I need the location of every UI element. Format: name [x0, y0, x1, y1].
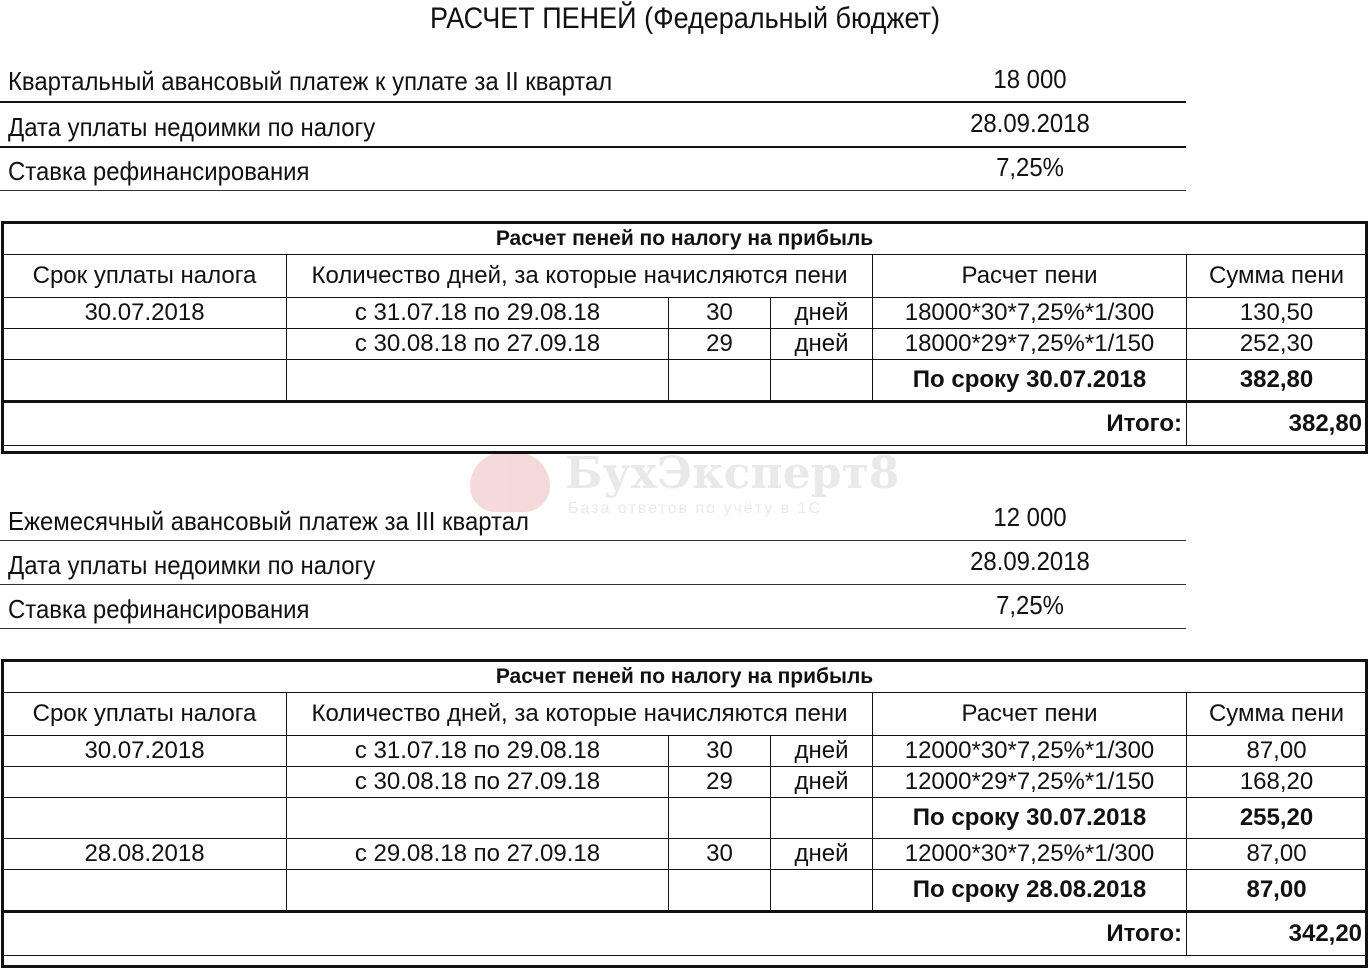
due-date: 30.07.2018 [3, 736, 287, 767]
table-caption: Расчет пеней по налогу на прибыль [3, 661, 1367, 693]
header-days: Количество дней, за которые начисляются пени [287, 255, 873, 298]
owl-logo-icon [470, 452, 550, 512]
header-due: Срок уплаты налога [3, 255, 287, 298]
table-row [3, 298, 1367, 329]
info-label: Дата уплаты недоимки по налогу [8, 550, 376, 580]
total-label: Итого: [3, 912, 1187, 956]
table-row [3, 736, 1367, 767]
due-date: 28.08.2018 [3, 839, 287, 870]
subtotal-amount: 87,00 [1187, 870, 1367, 912]
table-row [3, 839, 1367, 870]
subtotal-amount: 255,20 [1187, 798, 1367, 839]
table-row [3, 329, 1367, 360]
period: с 30.08.18 по 27.09.18 [287, 767, 669, 798]
header-calc: Расчет пени [873, 255, 1187, 298]
penalty-table-2 [2, 660, 1367, 956]
day-unit: дней [771, 839, 873, 870]
divider [0, 584, 1186, 585]
total-amount: 342,20 [1187, 912, 1367, 956]
amount: 87,00 [1187, 839, 1367, 870]
info-value: 12 000 [993, 502, 1067, 532]
total-amount: 382,80 [1187, 402, 1367, 446]
info-value: 28.09.2018 [970, 108, 1090, 138]
subtotal-amount: 382,80 [1187, 360, 1367, 402]
info-value: 28.09.2018 [970, 546, 1090, 576]
day-unit: дней [771, 329, 873, 360]
info-value: 18 000 [993, 64, 1067, 94]
day-unit: дней [771, 767, 873, 798]
penalty-table-1 [2, 222, 1367, 446]
info-value: 7,25% [996, 152, 1064, 182]
subtotal-label: По сроку 28.08.2018 [873, 870, 1187, 912]
amount: 168,20 [1187, 767, 1367, 798]
period: с 31.07.18 по 29.08.18 [287, 736, 669, 767]
day-count: 30 [669, 298, 771, 329]
day-count: 29 [669, 329, 771, 360]
amount: 87,00 [1187, 736, 1367, 767]
formula: 12000*30*7,25%*1/300 [873, 839, 1187, 870]
formula: 12000*29*7,25%*1/150 [873, 767, 1187, 798]
due-date [3, 329, 287, 360]
period: с 29.08.18 по 27.09.18 [287, 839, 669, 870]
info-label: Ежемесячный авансовый платеж за III квартал [8, 506, 529, 536]
due-date [3, 767, 287, 798]
day-unit: дней [771, 736, 873, 767]
day-count: 30 [669, 736, 771, 767]
subtotal-row [3, 360, 1367, 402]
formula: 18000*29*7,25%*1/150 [873, 329, 1187, 360]
table-row [3, 767, 1367, 798]
header-calc: Расчет пени [873, 693, 1187, 736]
period: с 30.08.18 по 27.09.18 [287, 329, 669, 360]
watermark-tagline: База ответов по учёту в 1С [568, 500, 823, 517]
amount: 130,50 [1187, 298, 1367, 329]
subtotal-row [3, 798, 1367, 839]
header-sum: Сумма пени [1187, 693, 1367, 736]
divider [0, 540, 1186, 541]
divider [0, 628, 1186, 629]
formula: 18000*30*7,25%*1/300 [873, 298, 1187, 329]
due-date: 30.07.2018 [3, 298, 287, 329]
page-title: РАСЧЕТ ПЕНЕЙ (Федеральный бюджет) [430, 2, 940, 35]
header-due: Срок уплаты налога [3, 693, 287, 736]
subtotal-row [3, 870, 1367, 912]
table-caption: Расчет пеней по налогу на прибыль [3, 223, 1367, 255]
day-count: 30 [669, 839, 771, 870]
amount: 252,30 [1187, 329, 1367, 360]
info-value: 7,25% [996, 590, 1064, 620]
info-label: Дата уплаты недоимки по налогу [8, 112, 376, 142]
total-label: Итого: [3, 402, 1187, 446]
formula: 12000*30*7,25%*1/300 [873, 736, 1187, 767]
subtotal-label: По сроку 30.07.2018 [873, 360, 1187, 402]
total-row [3, 402, 1367, 446]
day-count: 29 [669, 767, 771, 798]
day-unit: дней [771, 298, 873, 329]
divider [0, 101, 1186, 103]
header-days: Количество дней, за которые начисляются пени [287, 693, 873, 736]
total-row [3, 912, 1367, 956]
watermark-brand: БухЭксперт8 [565, 448, 900, 499]
divider [0, 190, 1186, 191]
info-label: Ставка рефинансирования [8, 594, 310, 624]
subtotal-label: По сроку 30.07.2018 [873, 798, 1187, 839]
info-label: Ставка рефинансирования [8, 156, 310, 186]
divider [0, 146, 1186, 148]
info-label: Квартальный авансовый платеж к уплате за II квартал [8, 66, 613, 96]
period: с 31.07.18 по 29.08.18 [287, 298, 669, 329]
header-sum: Сумма пени [1187, 255, 1367, 298]
